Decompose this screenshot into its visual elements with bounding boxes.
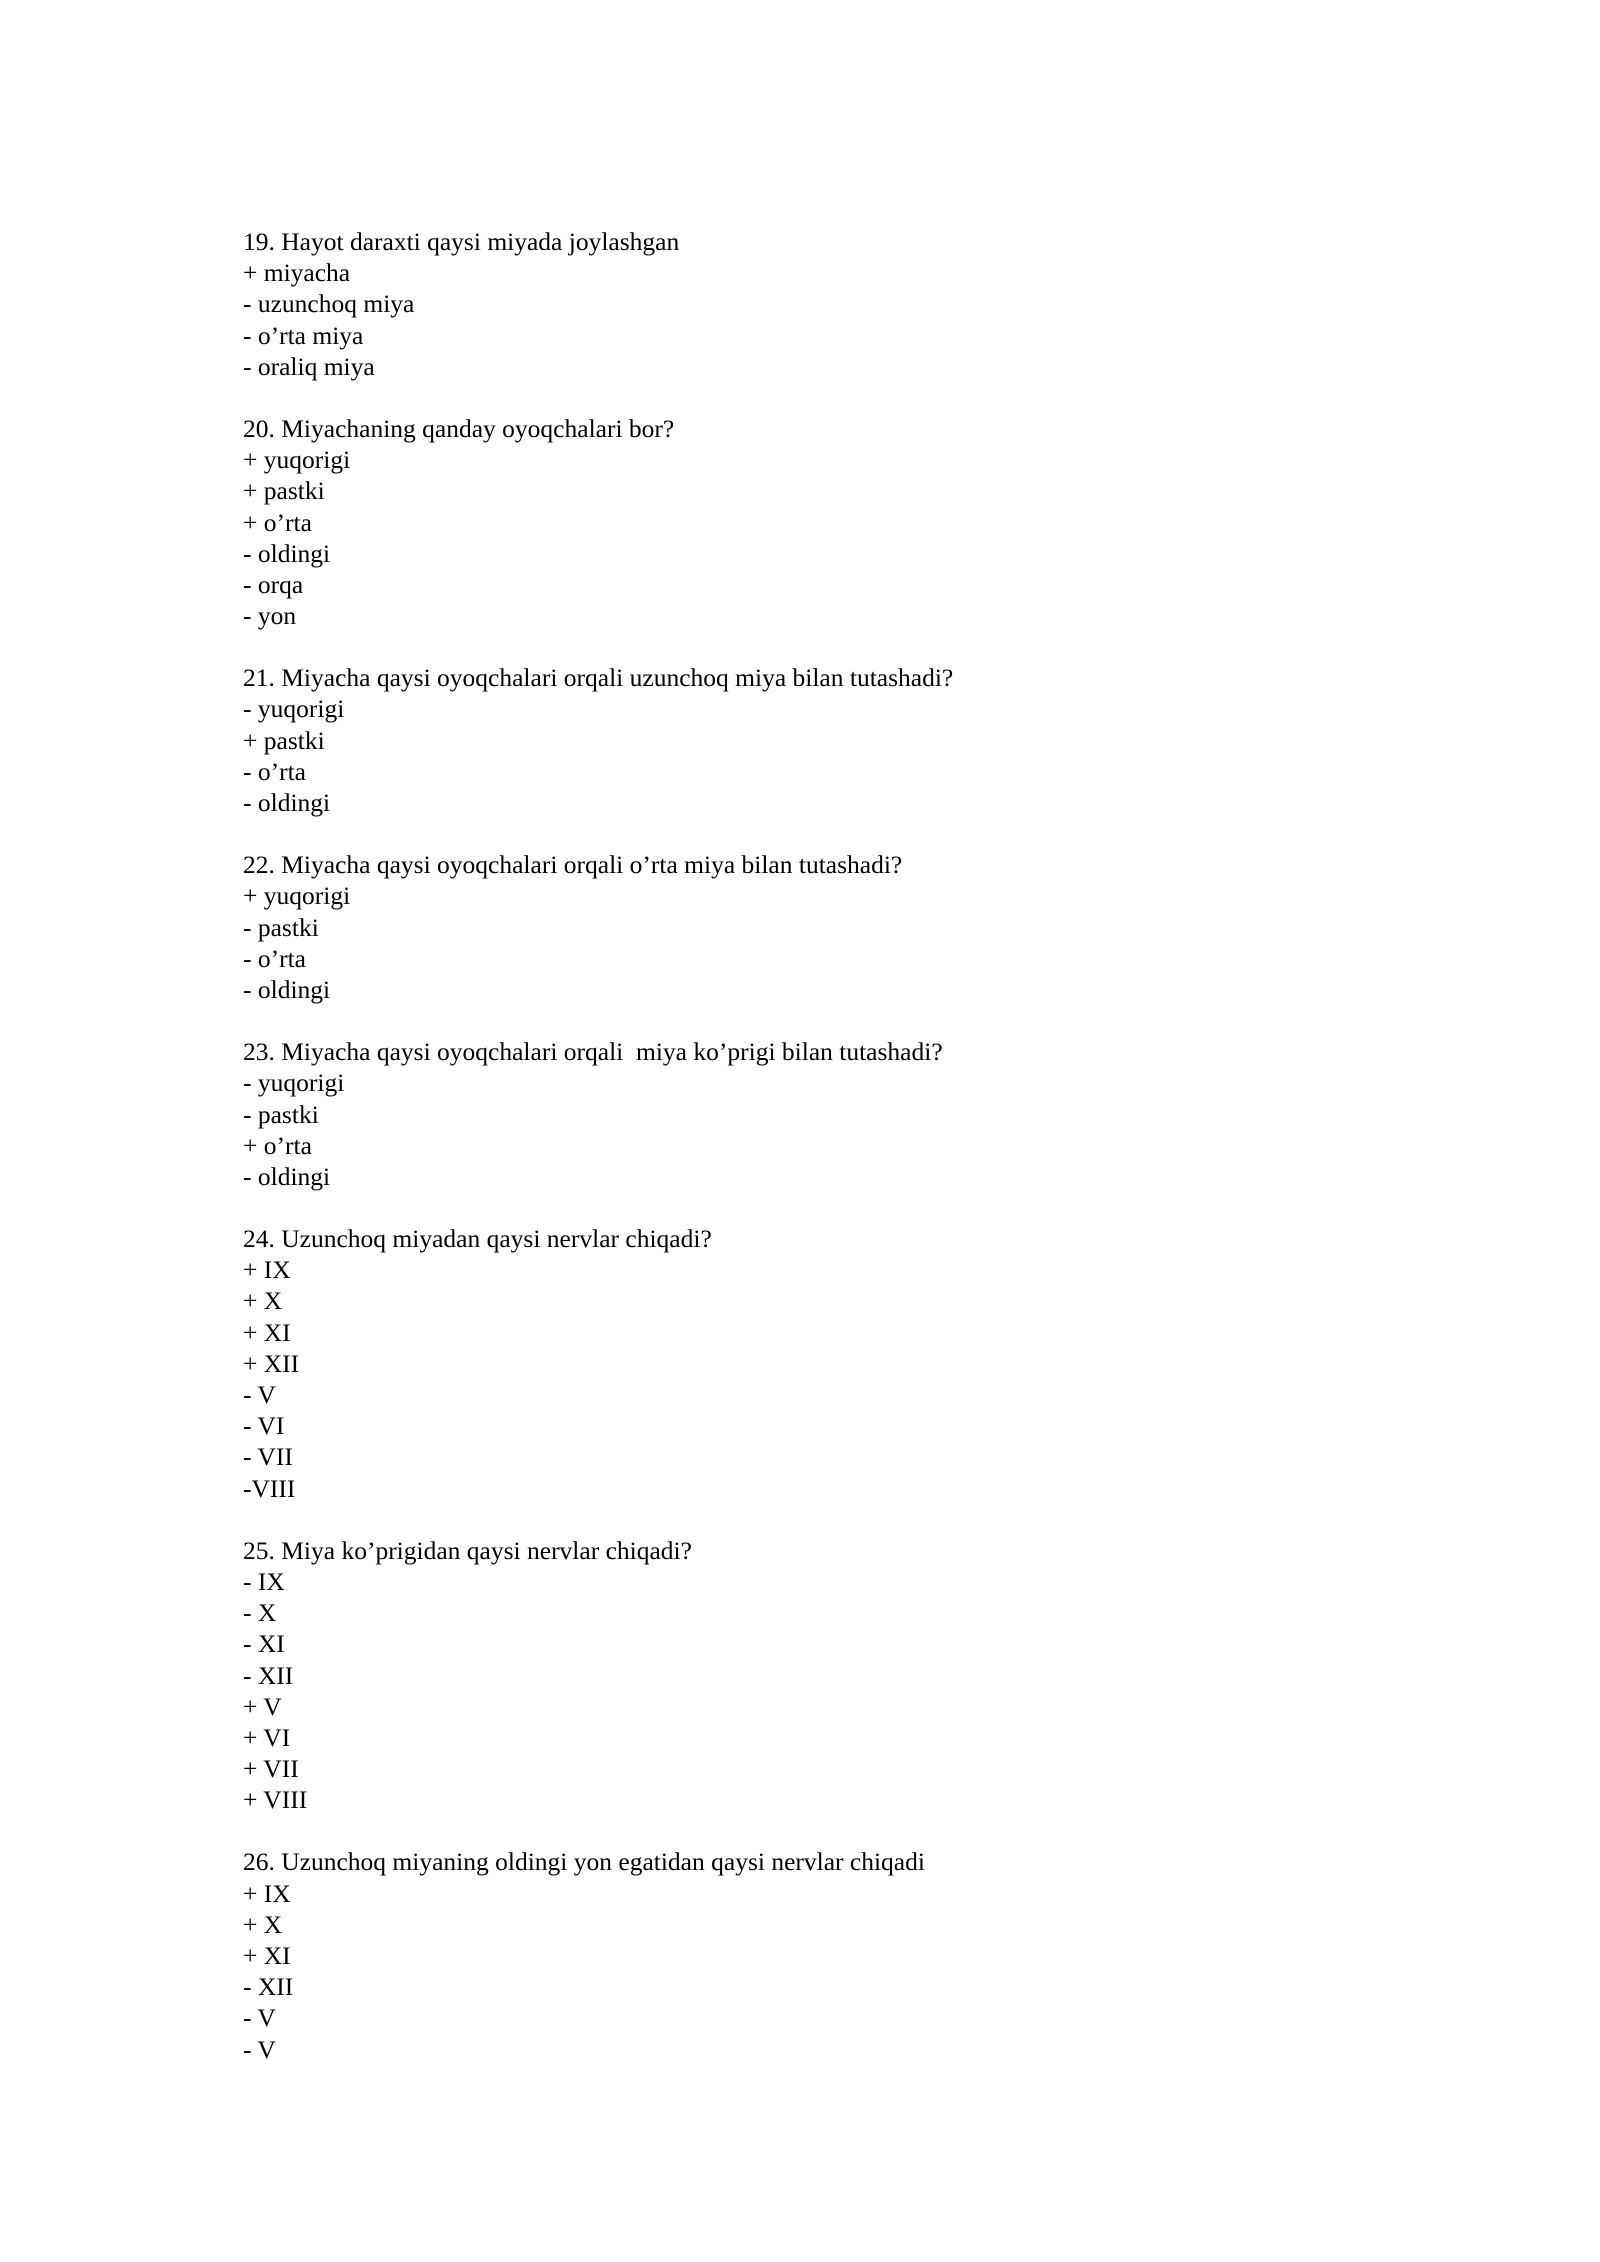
answer-option: + X <box>243 1909 283 1939</box>
question-26 <box>243 1846 1443 2064</box>
answer-option: - XII <box>243 1972 294 2002</box>
answer-option: - pastki <box>243 1099 319 1129</box>
answer-option: - o’rta <box>243 943 307 973</box>
question-text: 23. Miyacha qaysi oyoqchalari orqali miya ko’prigi bilan tutashadi? <box>243 1037 943 1067</box>
answer-option: + pastki <box>243 476 325 506</box>
answer-option: - oraliq miya <box>243 351 375 381</box>
answer-option: + XII <box>243 1348 300 1378</box>
answer-option: - XI <box>243 1629 285 1659</box>
question-text: 19. Hayot daraxti qaysi miyada joylashgan <box>243 227 680 256</box>
answer-option: - yuqorigi <box>243 694 345 724</box>
answer-option: + IX <box>243 1255 291 1285</box>
answer-option: - IX <box>243 1566 285 1596</box>
answer-option: - oldingi <box>243 1161 331 1191</box>
document-page <box>243 226 1443 2096</box>
question-25 <box>243 1535 1443 1816</box>
answer-option: + XI <box>243 1317 291 1347</box>
question-21 <box>243 662 1443 818</box>
question-text: 26. Uzunchoq miyaning oldingi yon egatidan qaysi nervlar chiqadi <box>243 1847 925 1877</box>
answer-option: + VIII <box>243 1785 308 1815</box>
answer-option: + V <box>243 1691 282 1721</box>
question-text: 24. Uzunchoq miyadan qaysi nervlar chiqadi? <box>243 1224 712 1254</box>
answer-option: + IX <box>243 1878 291 1908</box>
answer-option: + yuqorigi <box>243 445 351 475</box>
question-20 <box>243 413 1443 631</box>
answer-option: - uzunchoq miya <box>243 289 415 319</box>
answer-option: + pastki <box>243 725 325 755</box>
question-24 <box>243 1223 1443 1504</box>
answer-option: + VII <box>243 1754 299 1784</box>
question-23 <box>243 1036 1443 1192</box>
answer-option: - V <box>243 2003 276 2033</box>
answer-option: - oldingi <box>243 974 331 1004</box>
question-text: 25. Miya ko’prigidan qaysi nervlar chiqadi? <box>243 1535 692 1565</box>
answer-option: - pastki <box>243 912 319 942</box>
answer-option: + o’rta <box>243 1130 312 1160</box>
question-22 <box>243 849 1443 1005</box>
answer-option: + miyacha <box>243 258 351 288</box>
answer-option: - VI <box>243 1411 285 1441</box>
question-text: 20. Miyachaning qanday oyoqchalari bor? <box>243 413 675 443</box>
answer-option: + o’rta <box>243 507 312 537</box>
answer-option: - oldingi <box>243 788 331 817</box>
question-text: 22. Miyacha qaysi oyoqchalari orqali o’rta miya bilan tutashadi? <box>243 850 903 880</box>
question-19 <box>243 226 1443 382</box>
answer-option: - oldingi <box>243 538 331 568</box>
answer-option: - VII <box>243 1442 293 1472</box>
answer-option: - V <box>243 1380 276 1409</box>
answer-option: + X <box>243 1286 283 1316</box>
answer-option: - o’rta miya <box>243 320 364 350</box>
answer-option: -VIII <box>243 1473 296 1503</box>
answer-option: - yon <box>243 601 297 631</box>
answer-option: - V <box>243 2034 276 2064</box>
answer-option: + VI <box>243 1722 291 1752</box>
answer-option: - X <box>243 1598 277 1628</box>
question-text: 21. Miyacha qaysi oyoqchalari orqali uzunchoq miya bilan tutashadi? <box>243 663 954 693</box>
answer-option: + yuqorigi <box>243 881 351 911</box>
answer-option: - o’rta <box>243 756 307 786</box>
answer-option: + XI <box>243 1941 291 1970</box>
answer-option: - XII <box>243 1660 294 1690</box>
answer-option: - orqa <box>243 569 304 599</box>
answer-option: - yuqorigi <box>243 1068 345 1098</box>
